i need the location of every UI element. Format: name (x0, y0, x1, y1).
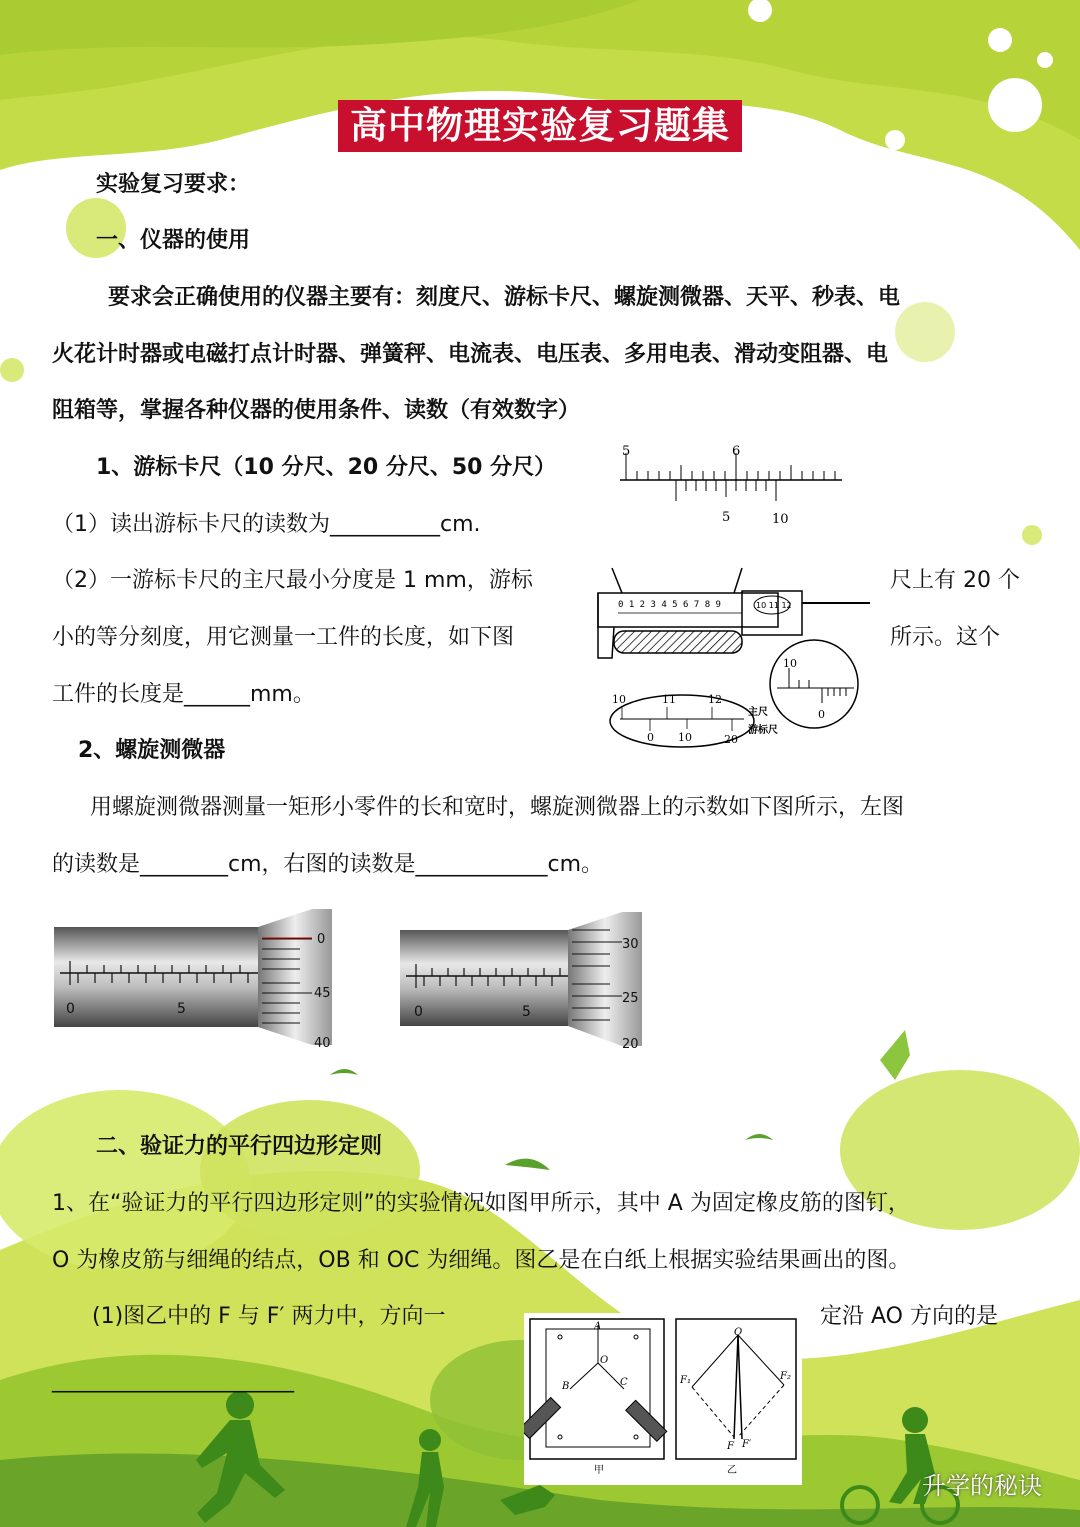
watermark: 升学的秘诀 (922, 1472, 1042, 1500)
section1-para-line3: 阻箱等，掌握各种仪器的使用条件、读数（有效数字） (52, 398, 581, 423)
caliper-zoom-main-12: 12 (708, 693, 722, 706)
section2-answer-blank: ______________________ (52, 1368, 294, 1393)
yi-point-O: O (734, 1327, 743, 1338)
jia-point-O: O (600, 1355, 609, 1366)
caliper-question2-right2: 所示。这个 (890, 625, 1001, 650)
jia-point-A: A (594, 1321, 602, 1332)
yi-point-F1: F₁ (680, 1375, 691, 1386)
section2-para-line1: 1、在“验证力的平行四边形定则”的实验情况如图甲所示，其中 A 为固定橡皮筋的图钉， (52, 1191, 910, 1216)
caliper-heading: 1、游标卡尺（10 分尺、20 分尺、50 分尺） (96, 455, 557, 480)
micrometer-left-thimble-45: 45 (314, 986, 331, 1001)
requirements-heading: 实验复习要求： (96, 172, 251, 197)
micrometer-heading: 2、螺旋测微器 (78, 738, 226, 763)
figure-caption-yi: 乙 (727, 1465, 737, 1476)
caliper-scale-digits-2: 10 11 12 (756, 601, 792, 610)
vernier-sub-label-5: 5 (722, 510, 731, 525)
yi-point-F2: F₂ (780, 1371, 791, 1382)
micrometer-right-figure (396, 908, 644, 1048)
section2-question1: (1)图乙中的 F 与 F′ 两力中，方向一 (92, 1304, 446, 1329)
micrometer-para-line1: 用螺旋测微器测量一矩形小零件的长和宽时，螺旋测微器上的示数如下图所示，左图 (90, 795, 905, 820)
micrometer-right-sleeve-5: 5 (522, 1004, 531, 1020)
caliper-zoom-vernier-20: 20 (724, 733, 738, 746)
vernier-scale-figure (612, 443, 848, 529)
section1-heading: 一、仪器的使用 (96, 228, 251, 253)
caliper-question2-line3: 工件的长度是______mm。 (52, 682, 315, 707)
micrometer-left-thimble-0: 0 (317, 932, 326, 947)
micrometer-right-thimble-20: 20 (622, 1037, 639, 1048)
caliper-zoom-vernier-10: 10 (678, 731, 692, 744)
caliper-question1: （1）读出游标卡尺的读数为__________cm. (52, 512, 481, 537)
micrometer-left-sleeve-5: 5 (177, 1001, 186, 1017)
figure-caption-jia: 甲 (594, 1465, 604, 1476)
jia-point-C: C (620, 1377, 628, 1388)
micrometer-left-figure (50, 905, 334, 1047)
caliper-question2-line2: 小的等分刻度，用它测量一工件的长度，如下图 (52, 625, 515, 650)
section2-para-line2: O 为橡皮筋与细绳的结点，OB 和 OC 为细绳。图乙是在白纸上根据实验结果画出的图。 (52, 1248, 911, 1273)
section1-para-line1: 要求会正确使用的仪器主要有：刻度尺、游标卡尺、螺旋测微器、天平、秒表、电 (108, 285, 901, 310)
vernier-sub-label-10: 10 (772, 512, 789, 527)
caliper-question2-right1: 尺上有 20 个 (890, 568, 1020, 593)
page-title: 高中物理实验复习题集 (338, 100, 742, 152)
yi-point-F: F (727, 1441, 734, 1452)
jia-point-B: B (562, 1381, 570, 1392)
micrometer-left-sleeve-0: 0 (66, 1001, 75, 1017)
section2-question1-right: 定沿 AO 方向的是 (820, 1304, 998, 1329)
caliper-zoom-main-11: 11 (662, 693, 676, 706)
micrometer-para-line2: 的读数是________cm，右图的读数是____________cm。 (52, 852, 604, 877)
caliper-question2-line1: （2）一游标卡尺的主尺最小分度是 1 mm，游标 (52, 568, 533, 593)
section1-para-line2: 火花计时器或电磁打点计时器、弹簧秤、电流表、电压表、多用电表、滑动变阻器、电 (52, 342, 889, 367)
micrometer-right-sleeve-0: 0 (414, 1004, 423, 1020)
caliper-zoom-main-10: 10 (612, 693, 626, 706)
yi-point-F-prime: F′ (742, 1439, 752, 1450)
caliper-zoom-vernier-0: 0 (647, 731, 654, 744)
force-parallelogram-figure (524, 1313, 802, 1485)
caliper-circle-label-10: 10 (783, 657, 797, 670)
micrometer-right-thimble-25: 25 (622, 991, 639, 1006)
micrometer-right-thimble-30: 30 (622, 937, 639, 952)
vernier-main-label-5: 5 (622, 444, 631, 459)
caliper-circle-label-0: 0 (818, 708, 825, 721)
caliper-scale-digits: 0 1 2 3 4 5 6 7 8 9 (618, 600, 721, 610)
section2-heading: 二、验证力的平行四边形定则 (96, 1134, 383, 1159)
micrometer-left-thimble-40: 40 (314, 1036, 331, 1047)
caliper-label-main: 主尺 (748, 707, 768, 718)
caliper-label-vernier: 游标尺 (748, 725, 778, 736)
caliper-figure (592, 563, 874, 760)
vernier-main-label-6: 6 (732, 444, 741, 459)
